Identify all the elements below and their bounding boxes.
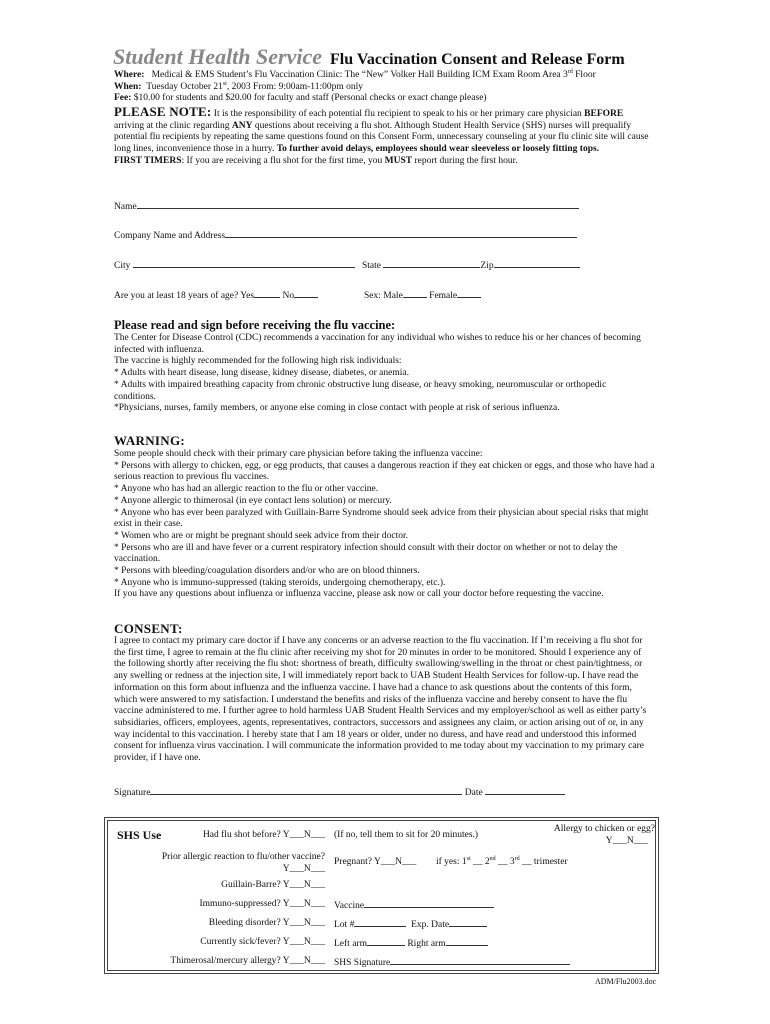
company-label: Company Name and Address bbox=[114, 231, 226, 241]
sex-male-label: Sex: Male bbox=[364, 291, 403, 301]
warning-heading: WARNING: bbox=[114, 433, 186, 448]
form-title: Flu Vaccination Consent and Release Form bbox=[330, 51, 625, 68]
first-timers-bold: MUST bbox=[384, 155, 413, 166]
where-sup: rd bbox=[567, 68, 573, 75]
age-yes-line[interactable] bbox=[254, 289, 280, 298]
when-end: , 2003 From: 9:00am-11:00pm only bbox=[226, 81, 363, 92]
shs-use-label: SHS Use bbox=[117, 828, 162, 842]
age-no-label: No bbox=[282, 291, 295, 301]
state-input-line[interactable] bbox=[383, 259, 480, 268]
where-text: Medical & EMS Student’s Flu Vaccination Clinic: The “New” Volker Hall Building ICM Exam Room Area 3 bbox=[151, 70, 568, 80]
zip-input-line[interactable] bbox=[494, 259, 580, 268]
where-end: Floor bbox=[572, 70, 596, 80]
warning-body bbox=[114, 449, 659, 601]
if-no-note: (If no, tell them to sit for 20 minutes.) bbox=[334, 830, 479, 840]
company-field[interactable] bbox=[114, 229, 577, 241]
read-sign-heading: Please read and sign before receiving the flu vaccine: bbox=[114, 318, 396, 332]
note-text-3: questions about receiving a flu shot. Although Student Health Service (SHS) nurses will prequalify potential flu recipients by repeating the same questions found on this Consent Form, unnecessary counseling at your flu clinic site will cause long lines, inconvenience those in a hurry. bbox=[114, 120, 649, 155]
read-line: The vaccine is highly recommended for the following high risk individuals: bbox=[114, 356, 402, 367]
city-label: City bbox=[114, 261, 131, 271]
warning-line: * Anyone allergic to thimerosal (in eye contact lens solution) or mercury. bbox=[114, 495, 392, 506]
lot-line[interactable] bbox=[354, 918, 406, 927]
shs-signature-line[interactable] bbox=[390, 956, 570, 965]
allergy-chicken-question: Allergy to chicken or egg? bbox=[553, 824, 655, 834]
sex-female-line[interactable] bbox=[457, 289, 481, 298]
tri-text-4: __ trimester bbox=[519, 857, 568, 867]
when-text: Tuesday October 21 bbox=[146, 81, 223, 92]
first-timers-text-1: : If you are receiving a flu shot for the first time, you bbox=[181, 155, 385, 166]
left-arm-label: Left arm bbox=[334, 939, 367, 949]
warning-line: If you have any questions about influenza or influenza vaccine, please ask now or call your doctor before requesting the vaccine. bbox=[114, 589, 604, 600]
signature-field[interactable] bbox=[114, 786, 565, 798]
company-input-line[interactable] bbox=[225, 229, 577, 238]
please-note-heading: PLEASE NOTE: bbox=[114, 104, 212, 119]
trimester-field[interactable] bbox=[436, 857, 568, 867]
vaccine-label: Vaccine bbox=[334, 901, 365, 911]
clinic-info bbox=[114, 70, 674, 105]
exp-date-line[interactable] bbox=[449, 918, 487, 927]
read-line: *Physicians, nurses, family members, or anyone else coming in close contact with people at risk of serious influenza. bbox=[114, 403, 560, 414]
when-sup: st bbox=[222, 80, 227, 87]
tri-sup-2: nd bbox=[489, 855, 496, 862]
tri-text-3: __ 3 bbox=[495, 857, 515, 867]
date-label: Date bbox=[464, 788, 483, 798]
prior-allergic-question: Prior allergic reaction to flu/other vaccine? bbox=[161, 852, 325, 862]
vaccine-line[interactable] bbox=[364, 899, 494, 908]
pregnant-yn[interactable]: Pregnant? Y___N___ bbox=[334, 857, 417, 867]
first-timers-text-2: report during the first hour. bbox=[412, 155, 518, 166]
where-line bbox=[114, 70, 674, 82]
signature-line[interactable] bbox=[150, 786, 462, 795]
note-bold-1: BEFORE bbox=[584, 109, 624, 119]
immuno-suppressed-yn[interactable]: Immuno-suppressed? Y___N___ bbox=[199, 899, 325, 909]
currently-sick-yn[interactable]: Currently sick/fever? Y___N___ bbox=[200, 937, 325, 947]
city-field[interactable] bbox=[114, 259, 355, 271]
fee-text: $10.00 for students and $20.00 for faculty and staff (Personal checks or exact change please) bbox=[133, 93, 487, 104]
lot-field[interactable] bbox=[334, 918, 487, 930]
if-yes-label: if yes: 1 bbox=[436, 857, 467, 867]
tri-sup-3: rd bbox=[514, 855, 520, 862]
state-label: State bbox=[362, 261, 381, 271]
guillain-barre-yn[interactable]: Guillain-Barre? Y___N___ bbox=[221, 880, 325, 890]
consent-heading: CONSENT: bbox=[114, 621, 183, 636]
where-label: Where: bbox=[114, 70, 145, 80]
sex-male-line[interactable] bbox=[403, 289, 427, 298]
consent-body: I agree to contact my primary care doctor if I have any concerns or an adverse reaction to the flu vaccination. If I’m receiving a flu shot for the first time, I agree to remain at the flu clinic after receiving my shot for 20 minutes in order to be monitored. Should I experience any of the following shortly after receiving the flu shot: shortness of breath, difficulty swallowing/swelling in the throat or chest pain/tightness, or any swelling or redness at the injection site, I will immediately report back to UAB Student Health Services for follow-up. I have read the information on this form about influenza and the influenza vaccine. I have had a chance to ask questions about the contents of this form, which were answered to my satisfaction. I understand the benefits and risks of the influenza vaccine and hereby consent to have the flu vaccine administered to me. I further agree to hold harmless UAB Student Health Services and my employer/school as well as either party’s subsidiaries, officers, employees, agents, representatives, contractors, successors and assignees any claim, or action arising out of or, in any way incidental to this vaccination. I hereby state that I am 18 years or older, under no duress, and have read and understood this informed consent for influenza virus vaccination. I will communicate the information provided to me today about my vaccination to my primary care provider, if I have one. bbox=[114, 636, 647, 764]
read-line: * Adults with heart disease, lung disease, kidney disease, diabetes, or anemia. bbox=[114, 368, 409, 379]
warning-line: * Anyone who has ever been paralyzed with Guillain-Barre Syndrome should seek advice from their physician about special risks that might exist in their case. bbox=[114, 507, 649, 530]
form-header bbox=[113, 44, 733, 70]
lot-label: Lot # bbox=[334, 920, 355, 930]
had-flu-shot[interactable]: Had flu shot before? Y___N___ bbox=[202, 830, 325, 840]
name-field[interactable] bbox=[114, 200, 579, 212]
age-field[interactable] bbox=[114, 289, 318, 301]
age-question: Are you at least 18 years of age? Yes bbox=[114, 291, 255, 301]
name-label: Name bbox=[114, 202, 137, 212]
shs-signature-label: SHS Signature bbox=[334, 958, 391, 968]
first-timers-line bbox=[114, 156, 649, 168]
sex-female-label: Female bbox=[429, 291, 458, 301]
state-field[interactable] bbox=[362, 259, 580, 271]
warning-line: * Anyone who has had an allergic reaction to the flu or other vaccine. bbox=[114, 484, 379, 495]
first-timers-label: FIRST TIMERS bbox=[114, 155, 182, 166]
age-no-line[interactable] bbox=[294, 289, 318, 298]
note-bold-3: To further avoid delays, employees should wear sleeveless or loosely fitting tops. bbox=[276, 144, 600, 155]
warning-line: * Women who are or might be pregnant should seek advice from their doctor. bbox=[114, 530, 409, 541]
brand-title: Student Health Service bbox=[113, 44, 322, 69]
vaccine-field[interactable] bbox=[334, 899, 494, 911]
exp-date-label: Exp. Date bbox=[411, 920, 450, 930]
tri-sup-1: st bbox=[466, 855, 471, 862]
thimerosal-allergy-yn[interactable]: Thimerosal/mercury allergy? Y___N___ bbox=[170, 956, 325, 966]
zip-label: Zip bbox=[480, 261, 494, 271]
signature-label: Signature bbox=[114, 788, 151, 798]
right-arm-label: Right arm bbox=[407, 939, 446, 949]
read-line: * Adults with impaired breathing capacity from chronic obstructive lung disease, or heavy smoking, neuromuscular or orthopedic conditions. bbox=[114, 379, 607, 402]
footer-doc-id: ADM/Flu2003.doc bbox=[595, 977, 657, 986]
tri-text-2: __ 2 bbox=[470, 857, 490, 867]
name-input-line[interactable] bbox=[137, 200, 579, 209]
allergy-chicken-yn[interactable]: Y___N___ bbox=[605, 836, 648, 846]
when-line bbox=[114, 82, 674, 94]
bleeding-disorder-yn[interactable]: Bleeding disorder? Y___N___ bbox=[208, 918, 325, 928]
date-line[interactable] bbox=[485, 786, 565, 795]
city-input-line[interactable] bbox=[133, 259, 355, 268]
arm-field[interactable] bbox=[334, 937, 488, 949]
when-label: When: bbox=[114, 81, 142, 92]
read-sign-body bbox=[114, 333, 649, 415]
prior-allergic-yn[interactable]: Y___N___ bbox=[282, 864, 325, 874]
sex-field[interactable] bbox=[364, 289, 481, 301]
warning-line: * Persons with bleeding/coagulation disorders and/or who are on blood thinners. bbox=[114, 566, 420, 577]
please-note-block bbox=[114, 106, 649, 168]
warning-line: * Persons who are ill and have fever or a current respiratory infection should consult with their doctor on whether or not to delay the vaccination. bbox=[114, 542, 618, 565]
read-line: The Center for Disease Control (CDC) recommends a vaccination for any individual who wishes to reduce his or her chances of becoming infected with influenza. bbox=[114, 333, 641, 355]
note-text-2: arriving at the clinic regarding bbox=[114, 120, 232, 131]
note-text-1: It is the responsibility of each potential flu recipient to speak to his or her primary care physician bbox=[211, 109, 585, 119]
fee-label: Fee: bbox=[114, 93, 132, 104]
note-bold-2: ANY bbox=[231, 120, 253, 131]
warning-line: * Anyone who is immuno-suppressed (taking steroids, undergoing chemotherapy, etc.). bbox=[114, 577, 446, 588]
right-arm-line[interactable] bbox=[446, 937, 488, 946]
shs-signature-field[interactable] bbox=[334, 956, 570, 968]
warning-line: * Persons with allergy to chicken, egg, or egg products, that causes a dangerous reaction if they eat chicken or eggs, and those who have had a serious reaction to previous flu vaccines. bbox=[114, 460, 655, 483]
warning-line: Some people should check with their primary care physician before taking the influenza vaccine: bbox=[114, 449, 483, 459]
left-arm-line[interactable] bbox=[367, 937, 405, 946]
